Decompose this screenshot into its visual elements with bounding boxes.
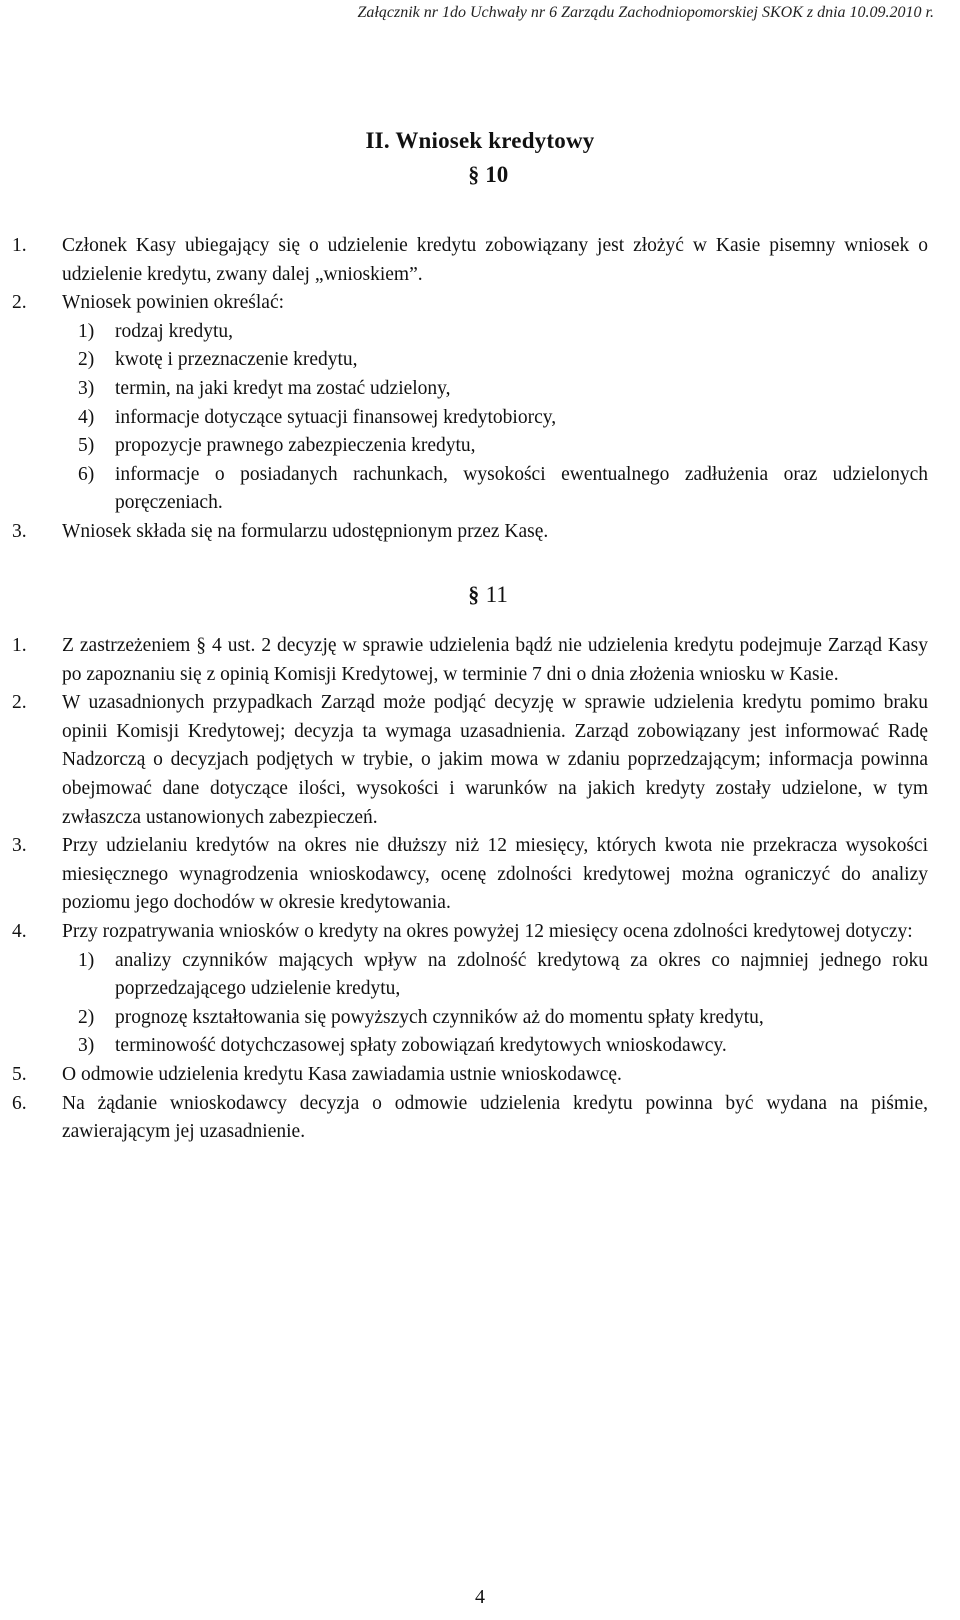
item-number: 6.	[12, 1092, 27, 1114]
list-item	[12, 289, 928, 318]
list-item	[12, 918, 928, 947]
item-text: Wniosek składa się na formularzu udostępnionym przez Kasę.	[62, 520, 549, 542]
subitem-text: terminowość dotychczasowej spłaty zobowiązań kredytowych wnioskodawcy.	[115, 1035, 727, 1057]
subitem-number: 3)	[78, 1035, 95, 1057]
subitem-text: informacje dotyczące sytuacji finansowej kredytobiorcy,	[115, 406, 557, 428]
section-sign-icon: §	[468, 582, 480, 607]
item-number: 2.	[12, 292, 27, 314]
item-text: Wniosek powinien określać:	[62, 292, 285, 314]
section-11-body	[12, 632, 928, 1147]
sub-list-item	[12, 1004, 928, 1033]
subitem-number: 2)	[78, 1006, 95, 1028]
section-heading-11	[8, 582, 960, 608]
subitem-text: analizy czynników mających wpływ na zdolność kredytową za okres co najmniej jednego roku poprzedzającego udzielenie kredytu,	[115, 949, 928, 1000]
subitem-text: propozycje prawnego zabezpieczenia kredytu,	[115, 435, 476, 457]
sub-list-item	[12, 1032, 928, 1061]
list-item	[12, 1061, 928, 1090]
sub-list-item	[12, 375, 928, 404]
subitem-number: 6)	[78, 463, 95, 485]
list-item	[12, 518, 928, 547]
section-heading-10	[8, 162, 960, 188]
subitem-text: informacje o posiadanych rachunkach, wysokości ewentualnego zadłużenia oraz udzielonych poręczeniach.	[115, 463, 928, 514]
item-text: Przy udzielaniu kredytów na okres nie dłuższy niż 12 miesięcy, których kwota nie przekracza wysokości miesięcznego wynagrodzenia wnioskodawcy, ocenę zdolności kredytowej można ograniczyć do analizy poziomu jego dochodów w okresie kredytowania.	[62, 835, 928, 914]
item-number: 1.	[12, 235, 27, 256]
sub-list-item	[12, 461, 928, 518]
subitem-number: 1)	[78, 949, 95, 971]
subitem-number: 3)	[78, 377, 95, 399]
subitem-text: kwotę i przeznaczenie kredytu,	[115, 349, 358, 371]
list-item	[12, 232, 928, 289]
item-number: 4.	[12, 920, 27, 942]
subitem-number: 1)	[78, 320, 95, 342]
item-number: 1.	[12, 635, 27, 656]
item-text: O odmowie udzielenia kredytu Kasa zawiadamia ustnie wnioskodawcę.	[62, 1063, 622, 1085]
page-number: 4	[475, 1586, 485, 1608]
subitem-number: 5)	[78, 435, 95, 457]
section-number: 11	[485, 582, 508, 607]
section-number: 10	[485, 162, 509, 187]
item-text: Przy rozpatrywania wniosków o kredyty na okres powyżej 12 miesięcy ocena zdolności kredytowej dotyczy:	[62, 920, 913, 942]
attachment-header-note: Załącznik nr 1do Uchwały nr 6 Zarządu Zachodniopomorskiej SKOK z dnia 10.09.2010 r.	[357, 4, 934, 21]
item-number: 5.	[12, 1063, 27, 1085]
item-text: Członek Kasy ubiegający się o udzielenie kredytu zobowiązany jest złożyć w Kasie pisemny wniosek o udzielenie kredytu, zwany dalej „wnioskiem”.	[62, 235, 928, 285]
sub-list-item	[12, 947, 928, 1004]
sub-list-item	[12, 404, 928, 433]
chapter-title: II. Wniosek kredytowy	[365, 128, 595, 153]
list-item	[12, 832, 928, 918]
sub-list-item	[12, 318, 928, 347]
item-number: 3.	[12, 835, 27, 857]
subitem-text: termin, na jaki kredyt ma zostać udzielony,	[115, 377, 451, 399]
section-sign-icon: §	[468, 162, 479, 187]
list-item	[12, 632, 928, 689]
subitem-number: 2)	[78, 349, 95, 371]
item-number: 3.	[12, 520, 27, 542]
subitem-text: prognozę kształtowania się powyższych czynników aż do momentu spłaty kredytu,	[115, 1006, 764, 1028]
sub-list-item	[12, 346, 928, 375]
sub-list-item	[12, 432, 928, 461]
item-text: Z zastrzeżeniem § 4 ust. 2 decyzję w sprawie udzielenia bądź nie udzielenia kredytu podejmuje Zarząd Kasy po zapoznaniu się z opinią Komisji Kredytowej, w terminie 7 dni o dnia złożenia wniosku w Kasie.	[62, 635, 928, 685]
list-item	[12, 1090, 928, 1147]
subitem-number: 4)	[78, 406, 95, 428]
section-10-body	[12, 232, 928, 547]
subitem-text: rodzaj kredytu,	[115, 320, 234, 342]
item-text: W uzasadnionych przypadkach Zarząd może podjąć decyzję w sprawie udzielenia kredytu pomimo braku opinii Komisji Kredytowej; decyzja ta wymaga uzasadnienia. Zarząd zobowiązany jest informować Radę Nadzorczą o decyzjach podjętych w trybie, o jakim mowa w zdaniu poprzedzającym; informacja powinna obejmować dane dotyczące ilości, wysokości i warunków na jakich kredyty zostały udzielone, w tym zwłaszcza ustanowionych zabezpieczeń.	[62, 692, 928, 828]
list-item	[12, 689, 928, 832]
item-text: Na żądanie wnioskodawcy decyzja o odmowie udzielenia kredytu powinna być wydana na piśmie, zawierającym jej uzasadnienie.	[62, 1092, 928, 1143]
item-number: 2.	[12, 692, 27, 714]
